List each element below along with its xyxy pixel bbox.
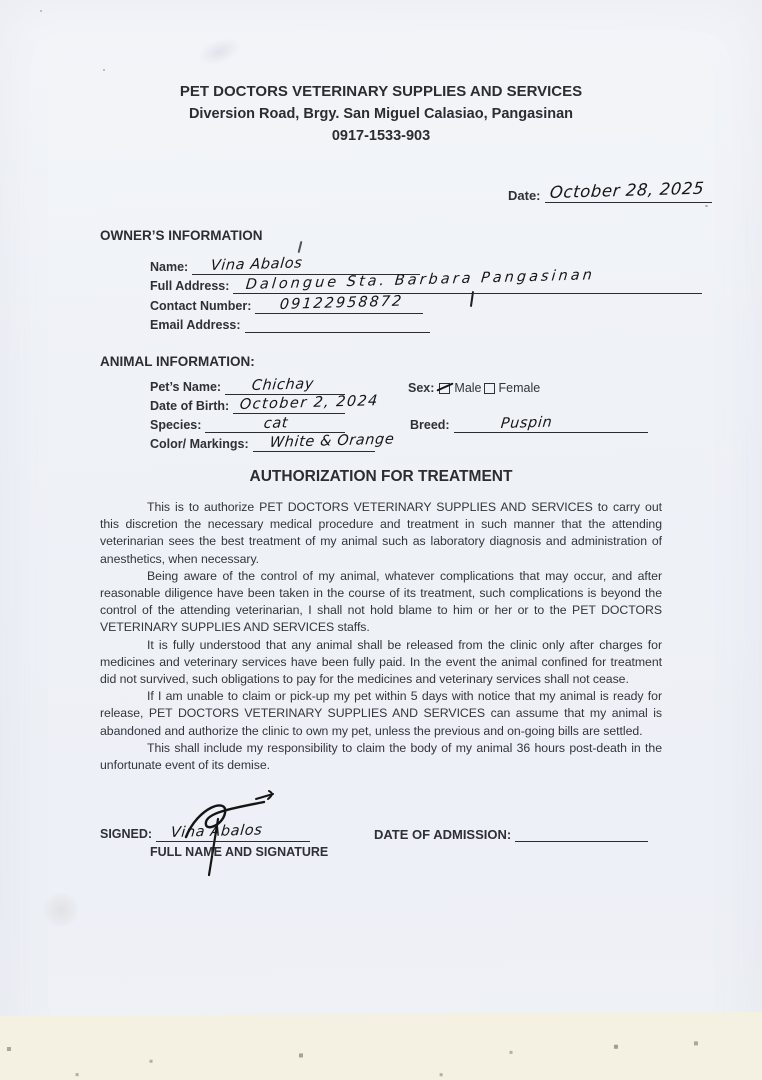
- pet-name-label: Pet’s Name:: [150, 380, 222, 394]
- owner-contact-label: Contact Number:: [150, 299, 252, 313]
- owner-section-title: OWNER’S INFORMATION: [100, 228, 263, 243]
- owner-email-line: [245, 315, 430, 333]
- signed-row: [100, 824, 310, 842]
- species-handwritten-value: cat: [263, 415, 290, 432]
- date-handwritten-value: October 28, 2025: [548, 178, 705, 202]
- color-markings-handwritten-value: White & Orange: [268, 431, 395, 451]
- color-markings-row: [150, 431, 395, 452]
- owner-name-handwritten-value: Vina Abalos: [210, 255, 304, 274]
- dob-row: [150, 393, 380, 414]
- owner-address-handwritten-value: Dalongue Sta. Barbara Pangasinan: [245, 267, 596, 293]
- color-markings-line: [253, 431, 395, 452]
- owner-email-row: [150, 315, 430, 333]
- owner-contact-row: [150, 293, 423, 314]
- male-checkbox-checked: [439, 383, 450, 394]
- owner-address-line: [233, 267, 702, 294]
- authorization-paragraph-1: This is to authorize PET DOCTORS VETERINARY SUPPLIES AND SERVICES to carry out this discretion the necessary medical procedure and treatment in such manner that the attending veterinarian sees the best treatment of my animal such as laboratory diagnosis and administration of anesthetics, when necessary.: [100, 500, 662, 566]
- species-line: [205, 415, 345, 433]
- dust-speck: [103, 69, 105, 71]
- authorization-paragraph-5: This shall include my responsibility to claim the body of my animal 36 hours post-death in the unfortunate event of its demise.: [100, 740, 662, 773]
- sex-label: Sex:: [408, 381, 435, 395]
- date-row: [508, 178, 712, 203]
- dob-label: Date of Birth:: [150, 399, 230, 413]
- dob-handwritten-value: October 2, 2024: [239, 393, 380, 413]
- admission-date-label: DATE OF ADMISSION:: [374, 827, 512, 842]
- sex-field-group: [408, 381, 540, 395]
- owner-name-label: Name:: [150, 260, 189, 274]
- female-checkbox: [484, 383, 495, 394]
- signed-label: SIGNED:: [100, 827, 153, 841]
- signed-caption: FULL NAME AND SIGNATURE: [150, 845, 329, 859]
- admission-date-line: [515, 824, 648, 842]
- species-row: [150, 415, 345, 433]
- authorization-body: [100, 499, 662, 774]
- female-option-label: Female: [498, 381, 541, 395]
- breed-row: [410, 415, 648, 433]
- stray-pen-mark: [298, 241, 303, 253]
- breed-handwritten-value: Puspin: [499, 414, 553, 432]
- dust-speck: [40, 10, 42, 12]
- clinic-address: Diversion Road, Brgy. San Miguel Calasiao, Pangasinan: [188, 106, 574, 122]
- animal-section-title: ANIMAL INFORMATION:: [100, 354, 255, 369]
- owner-address-label: Full Address:: [150, 279, 230, 293]
- authorization-paragraph-2: Being aware of the control of my animal, whatever complications that may occur, and after reasonable diligence have been taken in the course of its treatment, such complications is beyond the control of the attending veterinarian, I shall not hold blame to him or her or to the PET DOCTORS VETERINARY SUPPLIES AND SERVICES staffs.: [100, 568, 662, 635]
- owner-contact-handwritten-value: 09122958872: [279, 293, 405, 313]
- clinic-phone: 0917-1533-903: [331, 128, 431, 144]
- date-label: Date:: [508, 188, 541, 203]
- owner-email-label: Email Address:: [150, 318, 241, 332]
- breed-label: Breed:: [410, 418, 450, 432]
- color-markings-label: Color/ Markings:: [150, 437, 249, 451]
- authorization-title: AUTHORIZATION FOR TREATMENT: [249, 468, 513, 485]
- pet-name-line: [225, 377, 345, 395]
- clinic-name: PET DOCTORS VETERINARY SUPPLIES AND SERVICES: [179, 83, 583, 100]
- smudge-mark: [42, 893, 80, 927]
- male-option-label: Male: [454, 381, 482, 395]
- authorization-paragraph-4: If I am unable to claim or pick-up my pet within 5 days with notice that my animal is ready for release, PET DOCTORS VETERINARY SUPPLIES AND SERVICES can assume that my animal is abandoned and authorize the clinic to own my pet, unless the previous and on-going bills are settled.: [100, 689, 662, 738]
- pet-name-handwritten-value: Chichay: [251, 376, 315, 394]
- breed-line: [454, 415, 648, 433]
- date-line: [545, 178, 712, 203]
- scanner-bed-strip: [0, 1012, 762, 1080]
- signed-handwritten-value: Vina Abalos: [170, 822, 264, 841]
- dust-speck: [705, 205, 708, 207]
- species-label: Species:: [150, 418, 202, 432]
- owner-contact-line: [255, 293, 423, 314]
- signed-line: [156, 824, 310, 842]
- clinic-header: [0, 81, 762, 147]
- authorization-paragraph-3: It is fully understood that any animal shall be released from the clinic only after charges for medicines and veterinary services have been fully paid. In the event the animal confined for treatment did not survived, such obligations to pay for the medicines and veterinary services shall not cease.: [100, 637, 662, 687]
- pet-name-row: [150, 377, 345, 395]
- paper-crease-mark: [193, 33, 244, 71]
- dob-line: [233, 393, 380, 414]
- admission-date-row: [374, 824, 648, 842]
